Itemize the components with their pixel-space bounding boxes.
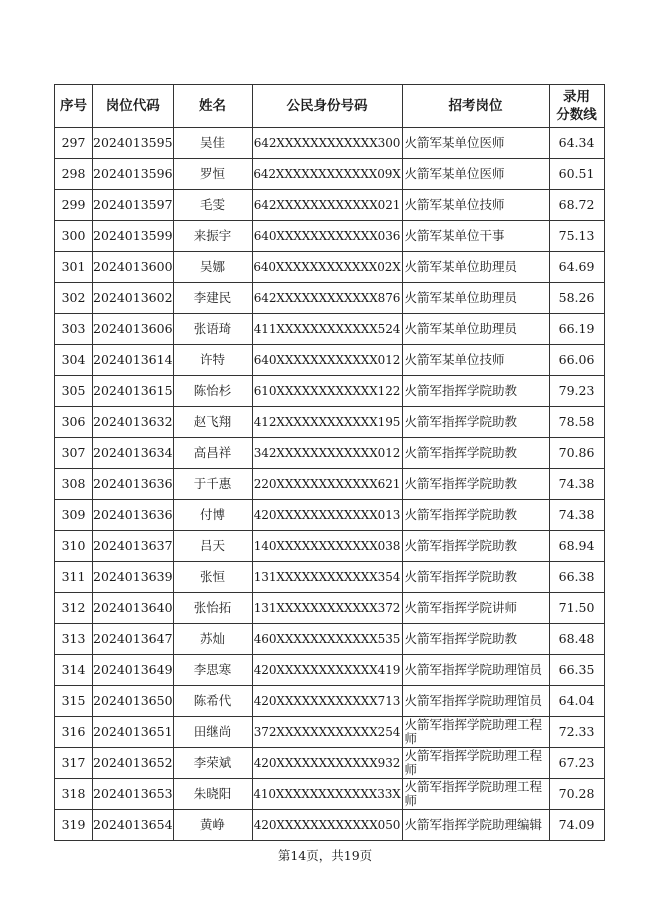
cell-post-code: 2024013652: [93, 748, 174, 779]
cell-post: 火箭军指挥学院助理馆员: [402, 686, 549, 717]
cell-score: 64.04: [549, 686, 604, 717]
cell-score: 66.19: [549, 314, 604, 345]
cell-post-code: 2024013640: [93, 593, 174, 624]
cell-score: 68.72: [549, 190, 604, 221]
table-row: [55, 438, 605, 469]
cell-id-number: 131XXXXXXXXXXXX372: [252, 593, 402, 624]
cell-score: 66.38: [549, 562, 604, 593]
cell-name: 许特: [173, 345, 252, 376]
table-row: [55, 779, 605, 810]
cell-score: 74.09: [549, 810, 604, 841]
cell-seq: 312: [55, 593, 93, 624]
cell-id-number: 640XXXXXXXXXXXX012: [252, 345, 402, 376]
cell-score: 68.48: [549, 624, 604, 655]
cell-name: 田继尚: [173, 717, 252, 748]
cell-seq: 299: [55, 190, 93, 221]
cell-seq: 310: [55, 531, 93, 562]
cell-name: 李思寒: [173, 655, 252, 686]
cell-score: 78.58: [549, 407, 604, 438]
cell-score: 70.86: [549, 438, 604, 469]
cell-name: 黄峥: [173, 810, 252, 841]
cell-post-code: 2024013653: [93, 779, 174, 810]
cell-name: 付博: [173, 500, 252, 531]
table-row: [55, 686, 605, 717]
cell-score: 72.33: [549, 717, 604, 748]
header-row: [55, 85, 605, 128]
cell-seq: 306: [55, 407, 93, 438]
cell-post-code: 2024013596: [93, 159, 174, 190]
cell-id-number: 610XXXXXXXXXXXX122: [252, 376, 402, 407]
cell-post-code: 2024013599: [93, 221, 174, 252]
cell-post-code: 2024013632: [93, 407, 174, 438]
table-row: [55, 593, 605, 624]
cell-score: 79.23: [549, 376, 604, 407]
cell-name: 吴娜: [173, 252, 252, 283]
cell-name: 来振宇: [173, 221, 252, 252]
cell-post: 火箭军指挥学院助理工程师: [402, 779, 549, 810]
table-row: [55, 345, 605, 376]
cell-seq: 305: [55, 376, 93, 407]
cell-name: 张怡拓: [173, 593, 252, 624]
cell-post: 火箭军指挥学院助理工程师: [402, 717, 549, 748]
header-post: 招考岗位: [402, 85, 549, 128]
cell-post: 火箭军某单位助理员: [402, 283, 549, 314]
table-row: [55, 624, 605, 655]
cell-seq: 302: [55, 283, 93, 314]
cell-score: 71.50: [549, 593, 604, 624]
header-score-line2: 分数线: [556, 107, 597, 123]
cell-score: 74.38: [549, 469, 604, 500]
cell-name: 吕天: [173, 531, 252, 562]
cell-score: 60.51: [549, 159, 604, 190]
cell-score: 64.69: [549, 252, 604, 283]
cell-name: 李荣斌: [173, 748, 252, 779]
cell-score: 67.23: [549, 748, 604, 779]
cell-post-code: 2024013636: [93, 469, 174, 500]
cell-post-code: 2024013649: [93, 655, 174, 686]
cell-id-number: 420XXXXXXXXXXXX419: [252, 655, 402, 686]
cell-post: 火箭军某单位技师: [402, 345, 549, 376]
cell-post: 火箭军指挥学院助教: [402, 376, 549, 407]
cell-id-number: 131XXXXXXXXXXXX354: [252, 562, 402, 593]
cell-score: 66.35: [549, 655, 604, 686]
cell-post: 火箭军指挥学院助教: [402, 407, 549, 438]
cell-score: 70.28: [549, 779, 604, 810]
cell-post: 火箭军指挥学院助理编辑: [402, 810, 549, 841]
cell-score: 75.13: [549, 221, 604, 252]
cell-id-number: 420XXXXXXXXXXXX932: [252, 748, 402, 779]
table-row: [55, 717, 605, 748]
cell-seq: 308: [55, 469, 93, 500]
table-row: [55, 221, 605, 252]
cell-post: 火箭军指挥学院助教: [402, 500, 549, 531]
cell-id-number: 220XXXXXXXXXXXX621: [252, 469, 402, 500]
cell-id-number: 412XXXXXXXXXXXX195: [252, 407, 402, 438]
cell-post: 火箭军某单位技师: [402, 190, 549, 221]
table-row: [55, 531, 605, 562]
cell-seq: 317: [55, 748, 93, 779]
cell-post-code: 2024013639: [93, 562, 174, 593]
table-row: [55, 407, 605, 438]
cell-seq: 316: [55, 717, 93, 748]
cell-name: 朱晓阳: [173, 779, 252, 810]
cell-seq: 307: [55, 438, 93, 469]
cell-post: 火箭军指挥学院助教: [402, 624, 549, 655]
table-row: [55, 376, 605, 407]
cell-post-code: 2024013650: [93, 686, 174, 717]
cell-post-code: 2024013597: [93, 190, 174, 221]
cell-name: 李建民: [173, 283, 252, 314]
cell-post: 火箭军某单位助理员: [402, 252, 549, 283]
header-seq: 序号: [55, 85, 93, 128]
cell-name: 罗恒: [173, 159, 252, 190]
cell-post: 火箭军某单位医师: [402, 128, 549, 159]
cell-id-number: 420XXXXXXXXXXXX713: [252, 686, 402, 717]
cell-post-code: 2024013651: [93, 717, 174, 748]
cell-post-code: 2024013600: [93, 252, 174, 283]
cell-post-code: 2024013602: [93, 283, 174, 314]
cell-id-number: 410XXXXXXXXXXXX33X: [252, 779, 402, 810]
cell-name: 张语琦: [173, 314, 252, 345]
cell-score: 58.26: [549, 283, 604, 314]
cell-post: 火箭军指挥学院助教: [402, 531, 549, 562]
cell-score: 64.34: [549, 128, 604, 159]
table-row: [55, 252, 605, 283]
table-header: [55, 85, 605, 128]
header-score: [549, 85, 604, 128]
cell-seq: 298: [55, 159, 93, 190]
cell-post-code: 2024013595: [93, 128, 174, 159]
cell-score: 66.06: [549, 345, 604, 376]
cell-post-code: 2024013647: [93, 624, 174, 655]
cell-id-number: 420XXXXXXXXXXXX050: [252, 810, 402, 841]
cell-post: 火箭军某单位医师: [402, 159, 549, 190]
cell-id-number: 642XXXXXXXXXXXX876: [252, 283, 402, 314]
cell-id-number: 640XXXXXXXXXXXX02X: [252, 252, 402, 283]
cell-id-number: 372XXXXXXXXXXXX254: [252, 717, 402, 748]
cell-name: 张恒: [173, 562, 252, 593]
cell-seq: 297: [55, 128, 93, 159]
cell-seq: 300: [55, 221, 93, 252]
cell-name: 苏灿: [173, 624, 252, 655]
cell-seq: 318: [55, 779, 93, 810]
cell-post-code: 2024013636: [93, 500, 174, 531]
cell-id-number: 140XXXXXXXXXXXX038: [252, 531, 402, 562]
cell-post: 火箭军指挥学院助教: [402, 562, 549, 593]
table-row: [55, 748, 605, 779]
cell-post: 火箭军指挥学院助教: [402, 438, 549, 469]
cell-seq: 304: [55, 345, 93, 376]
cell-post: 火箭军指挥学院助理馆员: [402, 655, 549, 686]
cell-seq: 303: [55, 314, 93, 345]
cell-post: 火箭军指挥学院助教: [402, 469, 549, 500]
table-row: [55, 562, 605, 593]
cell-name: 陈希代: [173, 686, 252, 717]
cell-name: 毛雯: [173, 190, 252, 221]
cell-seq: 311: [55, 562, 93, 593]
cell-seq: 309: [55, 500, 93, 531]
page-footer: 第14页，共19页: [277, 848, 373, 863]
table-row: [55, 190, 605, 221]
table-row: [55, 159, 605, 190]
cell-post-code: 2024013614: [93, 345, 174, 376]
header-id-number: 公民身份号码: [252, 85, 402, 128]
header-name: 姓名: [173, 85, 252, 128]
cell-name: 赵飞翔: [173, 407, 252, 438]
cell-id-number: 460XXXXXXXXXXXX535: [252, 624, 402, 655]
header-post-code: 岗位代码: [93, 85, 174, 128]
cell-id-number: 642XXXXXXXXXXXX021: [252, 190, 402, 221]
header-score-line1: 录用: [563, 89, 591, 105]
cell-post-code: 2024013634: [93, 438, 174, 469]
table-row: [55, 283, 605, 314]
cell-id-number: 342XXXXXXXXXXXX012: [252, 438, 402, 469]
cell-id-number: 411XXXXXXXXXXXX524: [252, 314, 402, 345]
cell-name: 高昌祥: [173, 438, 252, 469]
table-row: [55, 128, 605, 159]
cell-post: 火箭军指挥学院讲师: [402, 593, 549, 624]
cell-name: 吴佳: [173, 128, 252, 159]
table-row: [55, 810, 605, 841]
cell-post: 火箭军某单位干事: [402, 221, 549, 252]
cell-post: 火箭军指挥学院助理工程师: [402, 748, 549, 779]
cell-seq: 314: [55, 655, 93, 686]
cell-score: 74.38: [549, 500, 604, 531]
table-body: [55, 128, 605, 841]
cell-post-code: 2024013637: [93, 531, 174, 562]
cell-seq: 313: [55, 624, 93, 655]
cell-seq: 319: [55, 810, 93, 841]
cell-post-code: 2024013654: [93, 810, 174, 841]
table-row: [55, 655, 605, 686]
cell-name: 陈怡杉: [173, 376, 252, 407]
cell-name: 于千惠: [173, 469, 252, 500]
cell-id-number: 642XXXXXXXXXXXX09X: [252, 159, 402, 190]
cell-id-number: 640XXXXXXXXXXXX036: [252, 221, 402, 252]
cell-post-code: 2024013615: [93, 376, 174, 407]
table-row: [55, 469, 605, 500]
table-row: [55, 500, 605, 531]
table-row: [55, 314, 605, 345]
results-table: [54, 84, 605, 841]
cell-seq: 315: [55, 686, 93, 717]
cell-seq: 301: [55, 252, 93, 283]
cell-id-number: 642XXXXXXXXXXXX300: [252, 128, 402, 159]
cell-id-number: 420XXXXXXXXXXXX013: [252, 500, 402, 531]
cell-post: 火箭军某单位助理员: [402, 314, 549, 345]
cell-score: 68.94: [549, 531, 604, 562]
cell-post-code: 2024013606: [93, 314, 174, 345]
